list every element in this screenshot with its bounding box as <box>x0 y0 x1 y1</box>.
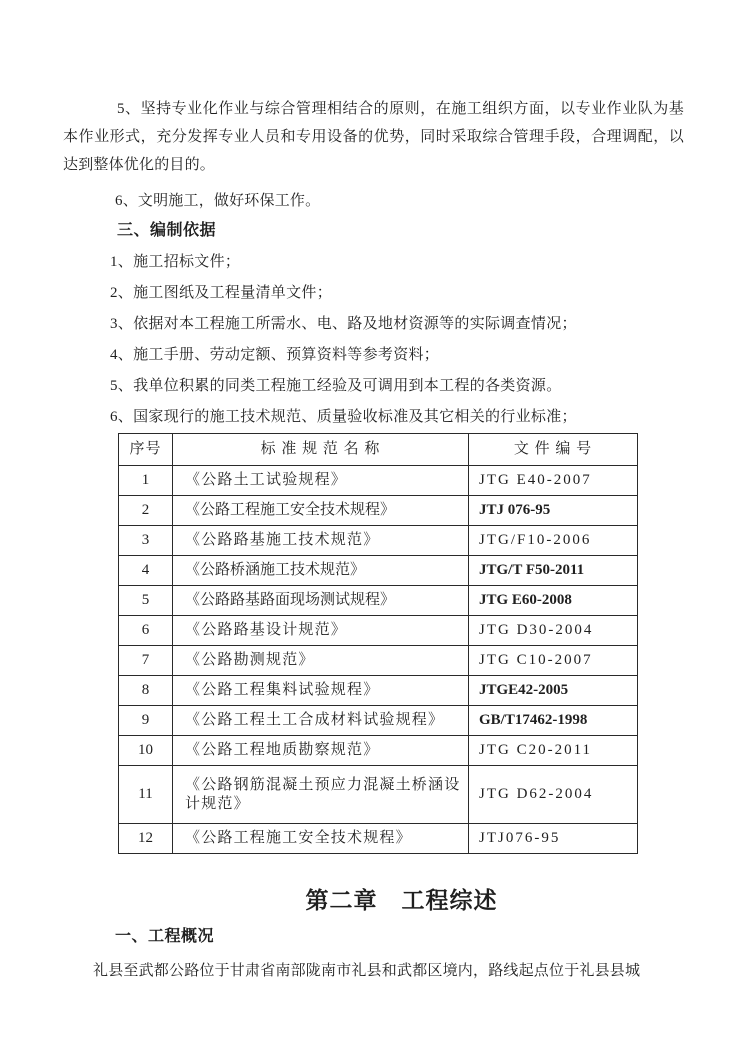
basis-item: 4、施工手册、劳动定额、预算资料等参考资料； <box>110 347 440 363</box>
cell-standard-name: 《公路路基设计规范》 <box>173 616 469 646</box>
cell-serial: 5 <box>119 586 173 616</box>
cell-document-code: JTG E40-2007 <box>469 466 638 496</box>
cell-document-code: JTGE42-2005 <box>469 676 638 706</box>
cell-document-code: JTG C20-2011 <box>469 736 638 766</box>
header-serial-number: 序号 <box>119 434 173 466</box>
cell-standard-name: 《公路钢筋混凝土预应力混凝土桥涵设计规范》 <box>173 766 469 824</box>
cell-standard-name: 《公路工程施工安全技术规程》 <box>173 824 469 854</box>
cell-serial: 9 <box>119 706 173 736</box>
section-heading-basis: 三、编制依据 <box>117 222 217 239</box>
subsection-heading-overview: 一、工程概况 <box>115 928 215 945</box>
cell-document-code: JTJ 076-95 <box>469 496 638 526</box>
cell-document-code: GB/T17462-1998 <box>469 706 638 736</box>
header-document-code: 文 件 编 号 <box>469 434 638 466</box>
table-row <box>119 676 638 706</box>
table-row <box>119 706 638 736</box>
cell-standard-name: 《公路工程土工合成材料试验规程》 <box>173 706 469 736</box>
chapter-heading: 第二章 工程综述 <box>305 888 498 913</box>
cell-serial: 1 <box>119 466 173 496</box>
cell-standard-name: 《公路土工试验规程》 <box>173 466 469 496</box>
cell-serial: 8 <box>119 676 173 706</box>
table-row <box>119 736 638 766</box>
table-row <box>119 616 638 646</box>
cell-serial: 6 <box>119 616 173 646</box>
cell-serial: 4 <box>119 556 173 586</box>
basis-item: 5、我单位积累的同类工程施工经验及可调用到本工程的各类资源。 <box>110 378 562 394</box>
table-row <box>119 824 638 854</box>
table-row <box>119 766 638 824</box>
basis-list <box>63 247 684 433</box>
cell-standard-name: 《公路工程施工安全技术规程》 <box>173 496 469 526</box>
basis-item: 2、施工图纸及工程量清单文件； <box>110 285 333 301</box>
cell-serial: 3 <box>119 526 173 556</box>
paragraph-project-intro: 礼县至武都公路位于甘肃省南部陇南市礼县和武都区境内，路线起点位于礼县县城 <box>93 963 641 979</box>
cell-standard-name: 《公路路基施工技术规范》 <box>173 526 469 556</box>
table-header-row <box>119 434 638 466</box>
table-row <box>119 586 638 616</box>
cell-document-code: JTG/F10-2006 <box>469 526 638 556</box>
cell-standard-name: 《公路工程地质勘察规范》 <box>173 736 469 766</box>
cell-document-code: JTG E60-2008 <box>469 586 638 616</box>
cell-standard-name: 《公路工程集料试验规程》 <box>173 676 469 706</box>
paragraph-principle-5: 5、坚持专业化作业与综合管理相结合的原则，在施工组织方面，以专业作业队为基本作业形式，充分发挥专业人员和专用设备的优势，同时采取综合管理手段，合理调配，以达到整体优化的目的。 <box>63 101 684 173</box>
cell-serial: 10 <box>119 736 173 766</box>
cell-serial: 12 <box>119 824 173 854</box>
cell-document-code: JTG C10-2007 <box>469 646 638 676</box>
basis-item: 3、依据对本工程施工所需水、电、路及地材资源等的实际调查情况； <box>110 316 577 332</box>
basis-item: 6、国家现行的施工技术规范、质量验收标准及其它相关的行业标准； <box>110 409 577 425</box>
header-standard-name: 标 准 规 范 名 称 <box>173 434 469 466</box>
cell-serial: 11 <box>119 766 173 824</box>
cell-document-code: JTJ076-95 <box>469 824 638 854</box>
paragraph-principle-6: 6、文明施工，做好环保工作。 <box>115 193 321 209</box>
cell-standard-name: 《公路路基路面现场测试规程》 <box>173 586 469 616</box>
cell-document-code: JTG D30-2004 <box>469 616 638 646</box>
table-row <box>119 556 638 586</box>
basis-item: 1、施工招标文件； <box>110 254 241 270</box>
cell-standard-name: 《公路勘测规范》 <box>173 646 469 676</box>
table-row <box>119 466 638 496</box>
table-row <box>119 526 638 556</box>
cell-document-code: JTG/T F50-2011 <box>469 556 638 586</box>
cell-standard-name: 《公路桥涵施工技术规范》 <box>173 556 469 586</box>
cell-document-code: JTG D62-2004 <box>469 766 638 824</box>
cell-serial: 7 <box>119 646 173 676</box>
table-row <box>119 496 638 526</box>
table-row <box>119 646 638 676</box>
standards-table <box>118 433 638 854</box>
cell-serial: 2 <box>119 496 173 526</box>
